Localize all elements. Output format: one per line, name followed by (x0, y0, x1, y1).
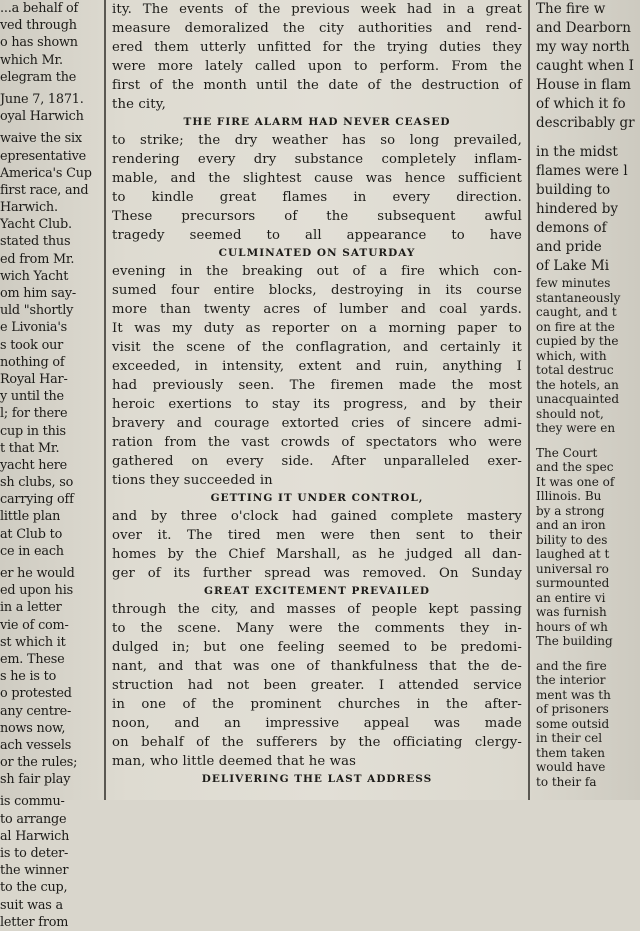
left-column-line: t that Mr. (0, 440, 60, 456)
left-column-line: em. These (0, 651, 65, 667)
left-column-line: sh clubs, so (0, 475, 74, 491)
left-column-line: Harwich. (0, 200, 58, 216)
right-column-line: surmounted (536, 576, 610, 590)
left-column-line: e Livonia's (0, 320, 68, 336)
left-column-line: uld "shortly (0, 303, 74, 319)
left-column-line: elegram the (0, 69, 77, 85)
left-column-line: little plan (0, 509, 61, 525)
article-text-line: ration from the vast crowds of spectators who were (112, 435, 522, 450)
article-text-line: struction had not been greater. I attended service (112, 678, 522, 693)
article-text-line: tions they succeeded in (112, 473, 273, 488)
article-subheading: CULMINATED ON SATURDAY (218, 247, 416, 259)
left-column-line: st which it (0, 634, 66, 650)
right-column-line: by a strong (536, 503, 605, 518)
column-rule-right (528, 0, 530, 800)
right-column-line: the interior (536, 673, 606, 687)
right-column-line: Illinois. Bu (536, 489, 602, 503)
left-column-line: the winner (0, 863, 69, 879)
right-column-line: of Lake Mi (536, 258, 610, 274)
article-text-line: visit the scene of the conflagration, and certainly it (112, 340, 522, 355)
article-text-line: through the city, and masses of people kept passing (112, 602, 522, 617)
left-column-line: oyal Harwich (0, 109, 84, 125)
article-subheading: GETTING IT UNDER CONTROL, (210, 492, 424, 504)
left-column-line: to the cup, (0, 880, 68, 896)
right-column-line: The Court (536, 445, 598, 460)
right-column-line: The building (536, 634, 613, 648)
article-text-line: rendering every dry substance completely inflam- (112, 152, 522, 167)
right-column-line: hours of wh (536, 619, 608, 634)
left-column-line: Yacht Club. (0, 217, 72, 233)
left-column-line: suit was a (0, 897, 63, 913)
article-text-line: dulged in; but one feeling seemed to be predomi- (112, 640, 522, 655)
right-column-line: The fire w (536, 1, 606, 17)
left-column-line: nows now, (0, 720, 66, 736)
left-column-line: in a letter (0, 600, 62, 616)
left-column-line: letter from (0, 914, 69, 930)
article-text-line: bravery and courage extorted cries of sincere admi- (112, 416, 522, 431)
left-column-line: ce in each (0, 543, 64, 559)
left-column-line: cup in this (0, 423, 66, 439)
left-column-line: l; for there (0, 406, 68, 422)
left-column-line: any centre- (0, 703, 72, 719)
left-column-line: ...a behalf of (0, 1, 79, 16)
left-column-line: s took our (0, 337, 64, 353)
right-column-line: and the spec (536, 460, 614, 474)
left-column-line: carrying off (0, 492, 74, 508)
right-column-line: and pride (536, 239, 602, 255)
article-text-line: gathered on every side. After unparalleled exer- (112, 454, 522, 469)
article-text-line: homes by the Chief Marshall, as he judged all dan- (112, 547, 522, 562)
left-column-line: Royal Har- (0, 371, 68, 387)
right-column-line: to their fa (536, 774, 597, 789)
right-column-line: some outsid (536, 716, 610, 731)
right-column-line: universal ro (536, 561, 609, 576)
right-column-line: them taken (536, 745, 605, 760)
article-text-line: man, who little deemed that he was (112, 754, 357, 769)
right-column-line: bility to des (536, 532, 608, 547)
article-subheading: DELIVERING THE LAST ADDRESS (201, 773, 433, 785)
right-column-line: in the midst (536, 144, 618, 160)
left-column-line: o has shown (0, 35, 78, 51)
left-column-line: al Harwich (0, 828, 70, 844)
article-text-line: first of the month until the date of the destruction of (112, 78, 522, 93)
left-column-line: is to deter- (0, 846, 69, 861)
article-text-line: more than twenty acres of lumber and coal yards. (112, 302, 522, 317)
right-column-line: in their cel (536, 731, 603, 745)
right-column-line: would have (536, 760, 606, 774)
article-text-line: ity. The events of the previous week had in a great (112, 2, 522, 17)
right-column-line: and an iron (536, 518, 606, 532)
right-column-line: few minutes (536, 276, 611, 290)
left-column-line: waive the six (0, 131, 82, 147)
right-column (536, 0, 640, 800)
main-article-column (112, 0, 522, 800)
left-column (0, 0, 96, 930)
article-text-line: mable, and the slightest cause was hence sufficient (112, 171, 522, 186)
left-column-line: o protested (0, 686, 72, 702)
left-column-line: ed from Mr. (0, 251, 75, 267)
right-column-line: was furnish (536, 605, 607, 619)
right-column-line: stantaneously (536, 290, 621, 305)
right-column-line: caught when I (536, 58, 634, 74)
left-column-line: to arrange (0, 811, 67, 827)
left-column-line: epresentative (0, 148, 87, 164)
left-column-line: nothing of (0, 354, 65, 370)
article-text-line: evening in the breaking out of a fire which con- (112, 264, 522, 279)
article-text-line: heroic exertions to stay its progress, and by their (112, 397, 522, 412)
article-text-line: sumed four entire blocks, destroying in its course (112, 283, 522, 298)
article-text-line: in one of the prominent churches in the after- (112, 697, 522, 712)
article-text-line: the city, (112, 97, 166, 112)
article-text-line: exceeded, in intensity, extent and ruin, anything I (112, 359, 522, 374)
right-column-line: building to (536, 182, 611, 198)
left-column-line: first race, and (0, 182, 89, 198)
left-column-line: June 7, 1871. (0, 91, 84, 107)
article-text-line: tragedy seemed to all appearance to have (112, 228, 522, 243)
right-column-line: on fire at the (536, 319, 615, 334)
left-column-line: s he is to (0, 669, 57, 685)
article-text-line: on behalf of the sufferers by the officiating clergy- (112, 735, 522, 750)
right-column-line: flames were l (536, 163, 628, 179)
left-column-line: at Club to (0, 526, 63, 542)
right-column-line: ment was th (536, 687, 611, 702)
left-column-line: America's Cup (0, 165, 92, 181)
left-column-line: stated thus (0, 234, 71, 250)
right-column-line: the hotels, an (536, 377, 619, 392)
right-column-line: and the fire (536, 658, 607, 673)
article-text-line: It was my duty as reporter on a morning paper to (112, 321, 522, 336)
article-text-line: over it. The tired men were then sent to their (112, 528, 522, 543)
right-column-line: an entire vi (536, 590, 606, 605)
left-column-line: or the rules; (0, 755, 78, 771)
right-column-line: describably gr (536, 115, 635, 131)
article-text-line: had previously seen. The firemen made the most (112, 378, 522, 393)
right-column-line: of which it fo (536, 96, 626, 112)
right-column-line: cupied by the (536, 334, 619, 348)
right-column-line: demons of (536, 220, 607, 236)
article-subheading: GREAT EXCITEMENT PREVAILED (204, 585, 430, 597)
right-column-line: and Dearborn (536, 20, 631, 36)
article-text-line: to kindle great flames in every direction. (112, 190, 522, 205)
article-text-line: ered them utterly unfitted for the trying duties they (112, 40, 522, 55)
right-column-line: should not, (536, 406, 604, 421)
left-column-line: ed upon his (0, 583, 73, 599)
left-column-line: er he would (0, 566, 75, 581)
right-column-line (536, 436, 640, 446)
article-text-line: were more lately called upon to perform. From the (112, 59, 522, 74)
left-column-line: sh fair play (0, 772, 71, 788)
left-column-line: which Mr. (0, 52, 63, 68)
right-column-line: caught, and t (536, 305, 617, 319)
article-text-line: ger of its further spread was removed. On Sunday (112, 566, 522, 581)
right-column-line: total destruc (536, 363, 614, 377)
left-column-line: ach vessels (0, 737, 72, 753)
column-rule-left (104, 0, 106, 800)
article-text-line: nant, and that was one of thankfulness that the de- (112, 659, 522, 674)
right-column-line: my way north (536, 39, 630, 55)
right-column-line: which, with (536, 348, 607, 363)
left-column-line: ved through (0, 18, 77, 34)
article-text-line: and by three o'clock had gained complete mastery (112, 509, 522, 524)
article-text-line: to the scene. Many were the comments they in- (112, 621, 522, 636)
left-column-line: yacht here (0, 457, 67, 473)
right-column-line: of prisoners (536, 702, 609, 716)
right-column-line (536, 649, 640, 659)
left-column-line: is commu- (0, 794, 65, 810)
right-column-line: It was one of (536, 474, 615, 489)
right-column-line: unacquainted (536, 392, 620, 406)
left-column-line: y until the (0, 389, 64, 405)
article-text-line: to strike; the dry weather has so long prevailed, (112, 133, 522, 148)
article-text-line: These precursors of the subsequent awful (112, 209, 522, 224)
right-column-line: laughed at t (536, 547, 610, 561)
right-column-line: they were en (536, 421, 616, 435)
left-column-line: om him say- (0, 286, 76, 301)
article-text-line: measure demoralized the city authorities and rend- (112, 21, 522, 36)
right-column-line: House in flam (536, 77, 631, 93)
article-text-line: noon, and an impressive appeal was made (112, 716, 522, 731)
right-column-line (536, 133, 640, 143)
article-subheading: THE FIRE ALARM HAD NEVER CEASED (183, 116, 451, 128)
left-column-line: wich Yacht (0, 268, 69, 284)
right-column-line: hindered by (536, 201, 618, 217)
left-column-line: vie of com- (0, 617, 69, 633)
